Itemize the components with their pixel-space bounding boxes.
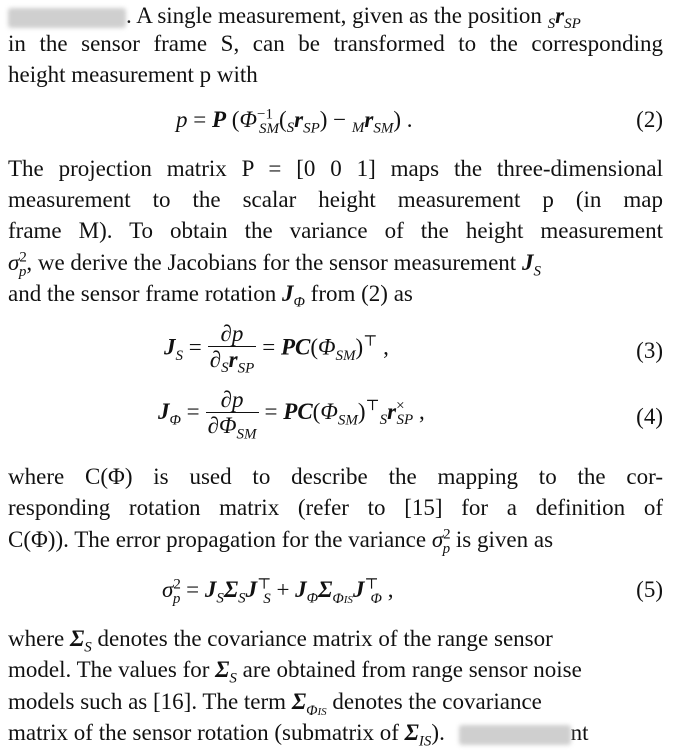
- paragraph-4-line-3: models such as [16]. The term $\Sigma_{\Phi IS}$ denotes the covariance: [8, 689, 542, 719]
- paragraph-2-line-3: frame M). To obtain the variance of the height measurement: [8, 218, 663, 243]
- paragraph-3-line-1: where C(Φ) is used to describe the mapping to the cor-: [8, 464, 663, 489]
- paragraph-2-line-1: The projection matrix P = [0 0 1] maps the three-dimensional: [8, 156, 663, 181]
- paragraph-1-line-2: in the sensor frame S, can be transformed to the corresponding: [8, 31, 663, 56]
- paragraph-3-line-3: C(Φ)). The error propagation for the variance $\sigma^2_p$ is given as: [8, 526, 554, 557]
- equation-3-number: (3): [636, 338, 663, 363]
- redacted-text: [459, 725, 571, 745]
- paragraph-4-line-2: model. The values for $\Sigma_S$ are obtained from range sensor noise: [8, 657, 582, 687]
- paragraph-1-line-1: . A single measurement, given as the position $_Sr_{SP}$: [8, 0, 663, 35]
- equation-5-number: (5): [636, 577, 663, 602]
- equation-3: $J_S$ = $\frac{\partial p}{\partial_Sr_{SP}}$ = $PC(\Phi_{SM})^⊤$ , (3): [164, 321, 663, 377]
- equation-2: p = P $(\Phi^{-1}_{SM}(_Sr_{SP}) - _Mr_{SM})$ . (2): [176, 106, 663, 137]
- equation-5: $\sigma^2_p = J_S\Sigma_SJ^⊤_S + J_\Phi\Sigma_{\Phi IS}J^⊤_\Phi$ , (5): [162, 576, 663, 607]
- paragraph-1-line-3: height measurement p with: [8, 62, 258, 87]
- equation-4: $J_\Phi$ = $\frac{\partial p}{\partial\Phi_{SM}}$ = $PC(\Phi_{SM})^⊤_Sr^\times_{SP}$ , (4): [158, 387, 663, 443]
- redacted-text: [8, 8, 126, 28]
- equation-2-number: (2): [636, 107, 663, 132]
- paragraph-4-line-4: matrix of the sensor rotation (submatrix of $\Sigma_{IS}$). nt: [8, 720, 589, 750]
- paragraph-4-line-1: where $\Sigma_S$ denotes the covariance matrix of the range sensor: [8, 626, 553, 656]
- paragraph-3-line-2: responding rotation matrix (refer to [15] for a definition of: [8, 495, 663, 520]
- paragraph-2-line-2: measurement to the scalar height measurement p (in map: [8, 187, 663, 212]
- paragraph-2-line-4: $\sigma^2_p$, we derive the Jacobians for the sensor measurement $J_S$: [8, 249, 541, 280]
- equation-4-number: (4): [636, 404, 663, 429]
- paragraph-2-line-5: and the sensor frame rotation $J_\Phi$ from (2) as: [8, 281, 413, 311]
